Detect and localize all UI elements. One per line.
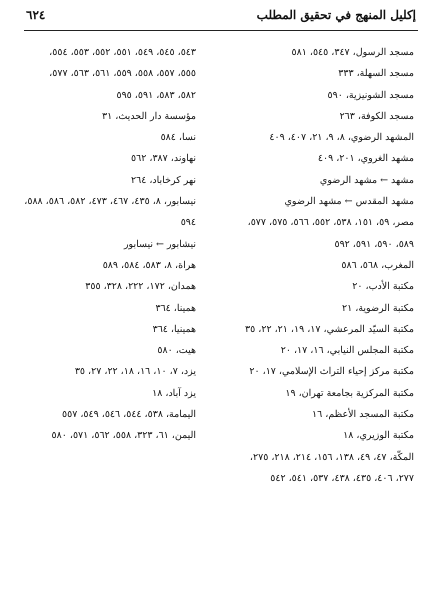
index-entry: ٥٨٢، ٥٨٣، ٥٩١، ٥٩٥: [116, 89, 196, 101]
header-rule: [24, 30, 418, 31]
index-entry: مؤسسة دار الحديث، ٣١: [102, 110, 196, 122]
index-entry: مشهد ← مشهد الرضوي: [319, 174, 414, 186]
index-entry: مكتبة الوزيري، ١٨: [343, 430, 414, 442]
index-entry: مكتبة مركز إحياء التراث الإسلامي، ١٧، ٢٠: [249, 366, 414, 378]
index-entry: المكّة، ٤٧، ٤٩، ١٣٨، ١٥٦، ٢١٤، ٢١٨، ٢٧٥،: [249, 451, 414, 463]
index-entry: اليمن، ٦١، ٣٢٣، ٥٥٨، ٥٦٢، ٥٧١، ٥٨٠: [51, 430, 196, 442]
index-entry: همدان، ١٧٢، ٢٢٢، ٣٢٨، ٣٥٥: [85, 281, 196, 293]
index-entry: يزد، ٧، ١٠، ١٦، ١٨، ٢٢، ٢٧، ٣٥: [74, 366, 196, 378]
index-entry: هيت، ٥٨٠: [157, 345, 196, 357]
running-title: إكليل المنهج في تحقيق المطلب: [256, 8, 416, 22]
index-entry: مسجد الرسول، ٣٤٧، ٥٤٥، ٥٨١: [291, 47, 414, 58]
index-entry: مكتبة المسجد الأعظم، ١٦: [312, 409, 414, 421]
index-entry: ٢٧٧، ٤٠٦، ٤٣٥، ٤٣٨، ٥٣٧، ٥٤١، ٥٤٢: [270, 472, 414, 484]
page-number: ٦٢٤: [26, 8, 46, 22]
index-entry: ٥٥٥، ٥٥٧، ٥٥٨، ٥٥٩، ٥٦١، ٥٦٣، ٥٧٧،: [49, 68, 196, 80]
index-entry: نهاوند، ٣٨٧، ٥٦٢: [131, 153, 196, 165]
index-entry: مكتبة السيّد المرعشي، ١٧، ١٩، ٢١، ٢٢، ٣٥: [245, 323, 414, 335]
index-entry: نيشابور ← نيسابور: [123, 238, 196, 250]
index-entry: مسجد الشونيزية، ٥٩٠: [327, 89, 414, 101]
page-header: [26, 6, 416, 28]
index-entry: ٥٤٣، ٥٤٥، ٥٤٩، ٥٥١، ٥٥٢، ٥٥٣، ٥٥٤،: [49, 47, 196, 58]
index-entry: ٥٩٤: [180, 217, 196, 229]
index-entry: مشهد المقدس ← مشهد الرضوي: [284, 196, 414, 208]
index-entry: المغرب، ٥٦٨، ٥٨٦: [341, 259, 414, 271]
index-entry: نهر كرخاباد، ٢٦٤: [131, 174, 196, 186]
index-entry: همينا، ٣٦٤: [155, 302, 196, 314]
index-entry: مكتبة المجلس النيابي، ١٦، ١٧، ٢٠: [280, 345, 414, 357]
index-entry: همينيا، ٣٦٤: [152, 323, 196, 335]
index-column-right: [204, 46, 414, 493]
index-entry: مكتبة الرضوية، ٢١: [342, 302, 414, 314]
index-entry: مشهد الغروي، ٢٠١، ٤٠٩: [317, 153, 414, 165]
index-entry: يزد آباد، ١٨: [152, 387, 196, 399]
index-entry: مسجد الكوفة، ٢٦٣: [339, 110, 414, 122]
index-entry: نيسابور، ٨، ٤٣٥، ٤٦٧، ٤٧٣، ٥٨٢، ٥٨٦، ٥٨٨،: [24, 196, 196, 208]
index-entry: مكتبة الأدب، ٢٠: [352, 281, 414, 293]
index-entry: ٥٨٩، ٥٩٠، ٥٩١، ٥٩٢: [334, 238, 414, 250]
index-entry: اليمامة، ٥٣٨، ٥٤٤، ٥٤٦، ٥٤٩، ٥٥٧: [62, 409, 196, 421]
index-entry: هراة، ٨، ٥٨٣، ٥٨٤، ٥٨٩: [102, 259, 196, 271]
index-entry: مصر، ٥٩، ١٥١، ٥٣٨، ٥٥٢، ٥٦٦، ٥٧٥، ٥٧٧،: [247, 217, 414, 229]
index-column-left: [16, 46, 196, 451]
index-entry: المشهد الرضوي، ٨، ٩، ٢١، ٤٠٧، ٤٠٩: [269, 132, 414, 144]
index-entry: مكتبة المركزية بجامعة تهران، ١٩: [285, 387, 414, 399]
index-entry: مسجد السهلة، ٣٣٣: [338, 68, 414, 80]
index-entry: نسا، ٥٨٤: [160, 132, 196, 144]
